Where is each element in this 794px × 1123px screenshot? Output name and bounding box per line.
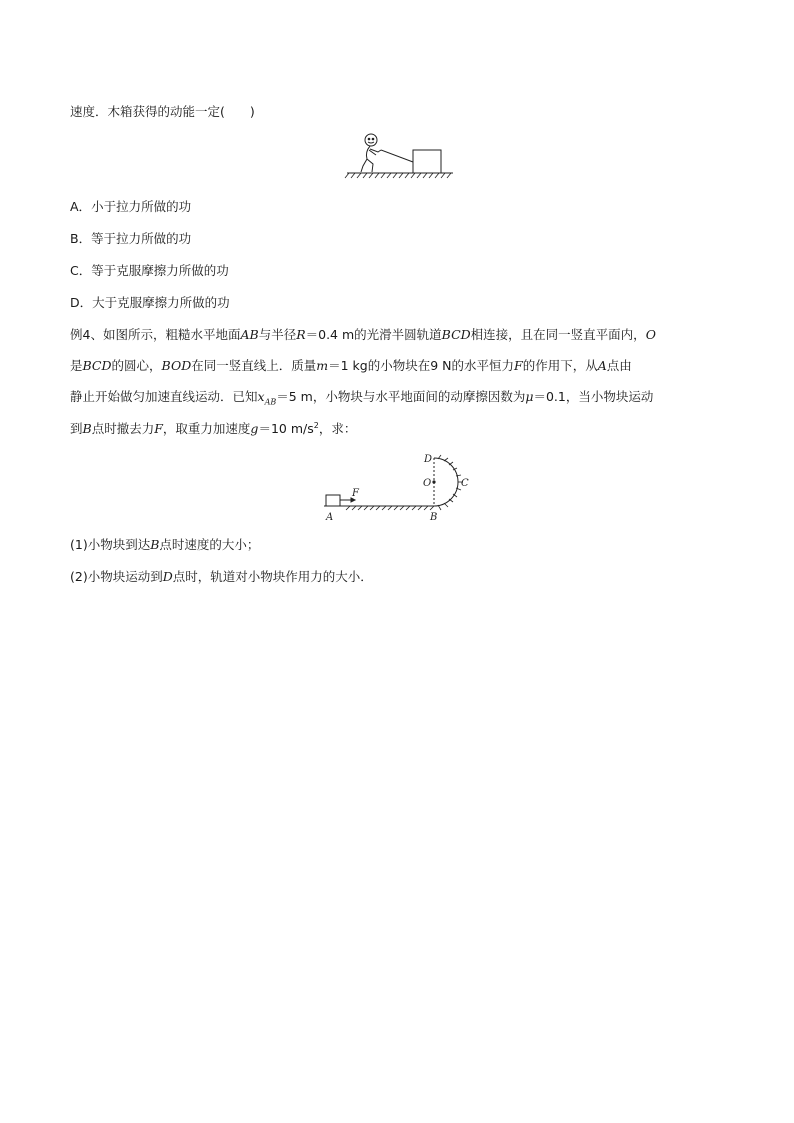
rope-line (381, 150, 413, 162)
wooden-box (413, 150, 441, 173)
option-c: C．等于克服摩擦力所做的功 (70, 263, 229, 278)
option-d: D．大于克服摩擦力所做的功 (70, 295, 230, 310)
pulling-box-figure (345, 132, 465, 182)
ground-hatch (346, 506, 434, 510)
svg-text:A: A (326, 512, 334, 523)
example-line-1: 例4、如图所示，粗糙水平地面AB与半径R＝0.4 m的光滑半圆轨道BCD相连接，且在同一竖直平面内，O (70, 327, 656, 342)
svg-text:B: B (430, 512, 438, 523)
example-line-4: 到B点时撤去力F，取重力加速度g＝10 $m/s^2$，求： (70, 420, 357, 436)
svg-text:F: F (352, 488, 359, 499)
example-line-3: 静止开始做匀加速直线运动．已知$x_{AB}=5$ m，小物块与水平地面间的动摩擦因数为μ＝0.1，当小物块运动 (70, 389, 654, 407)
option-b: B．等于拉力所做的功 (70, 231, 192, 246)
ground-hatch (345, 173, 451, 178)
svg-text:C: C (461, 478, 469, 489)
center-point (432, 480, 435, 483)
example-line-2: 是BCD的圆心，BOD在同一竖直线上．质量m＝1 kg的小物块在9 N的水平恒力F的作用下，从A点由 (70, 358, 632, 373)
svg-text:D: D (424, 454, 433, 465)
option-a: A．小于拉力所做的功 (70, 199, 192, 214)
intro-line: 速度．木箱获得的动能一定( ) (70, 104, 255, 119)
person-icon (361, 134, 381, 172)
semicircle-track-figure (320, 450, 480, 526)
semicircle-track (434, 458, 458, 506)
question-1: (1)小物块到达B点时速度的大小； (70, 537, 260, 552)
svg-text:O: O (423, 478, 432, 489)
track-hatch (438, 455, 463, 510)
question-2: (2)小物块运动到D点时，轨道对小物块作用力的大小． (70, 569, 373, 584)
small-block (326, 495, 340, 506)
